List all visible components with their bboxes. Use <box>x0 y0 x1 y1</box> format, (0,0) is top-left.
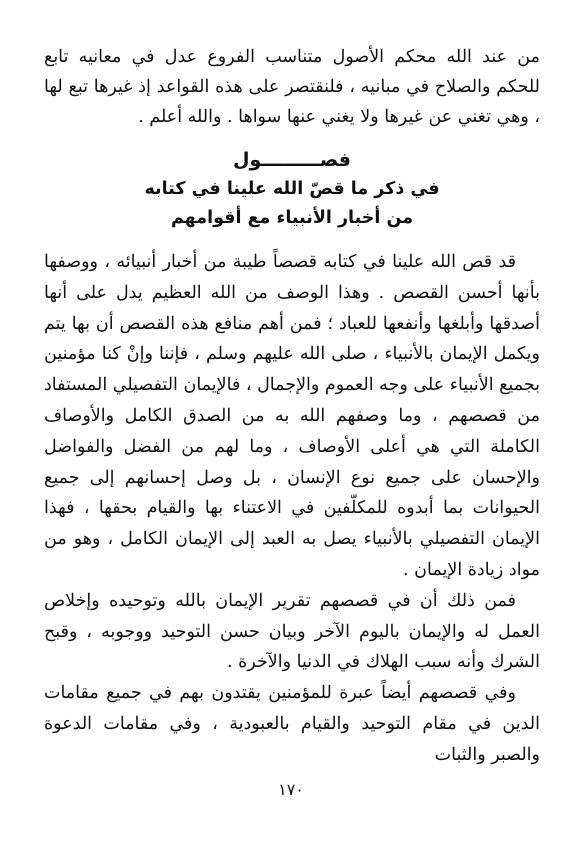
body-paragraph-3: وفي قصصهم أيضاً عبرة للمؤمنين يقتدون بهم في جميع مقامات الدين في مقام التوحيد والقيام بالعبودية ، وفي مقامات الدعوة والصبر والثبات <box>44 683 540 765</box>
section-subtitle-line-1: في ذكر ما قصّ الله علينا في كتابه <box>144 179 440 199</box>
intro-paragraph: من عند الله محكم الأصول متناسب الفروع عدل في معانيه تابع للحكم والصلاح في مبانيه ، فلنقتصر على هذه القواعد إذ غيرها تبع لها ، وهي تغني عن غيرها ولا يغني عنها سواها . والله أعلم . <box>44 47 540 127</box>
section-title: فصـــــــــول <box>232 149 351 171</box>
section-heading <box>44 146 540 233</box>
page-number: ١٧٠ <box>278 780 304 799</box>
section-subtitle-line-2: من أخبار الأنبياء مع أقوامهم <box>170 208 414 228</box>
body-paragraph-1: قد قص الله علينا في كتابه قصصاً طيبة من أخبار أنبيائه ، ووصفها بأنها أحسن القصص . وهذا الوصف من الله العظيم يدل على أنها أصدقها وأبلغها وأنفعها للعباد ؛ فمن أهم منافع هذه القصص أن بها يتم ويكمل الإيمان بالأنبياء ، صلى الله عليهم وسلم ، فإننا وإنْ كنا مؤمنين بجميع الأنبياء على وجه العموم والإجمال ، فالإيمان التفصيلي المستفاد من قصصهم ، وما وصفهم الله به من الصدق الكامل والأوصاف الكاملة التي هي أعلى الأوصاف ، وما لهم من الفضل والفواضل والإحسان على جميع نوع الإنسان ، بل وصل إحسانهم إلى جميع الحيوانات بما أبدوه للمكلّفين في الاعتناء بها والقيام بحقها ، فهذا الإيمان التفصيلي بالأنبياء يصل به العبد إلى الإيمان الكامل ، وهو من مواد زيادة الإيمان . <box>44 252 540 580</box>
document-page <box>44 42 540 801</box>
body-paragraph-2: فمن ذلك أن في قصصهم تقرير الإيمان بالله وتوحيده وإخلاص العمل له والإيمان باليوم الآخر وبيان حسن التوحيد ووجوبه ، وقبح الشرك وأنه سبب الهلاك في الدنيا والآخرة . <box>44 590 540 673</box>
